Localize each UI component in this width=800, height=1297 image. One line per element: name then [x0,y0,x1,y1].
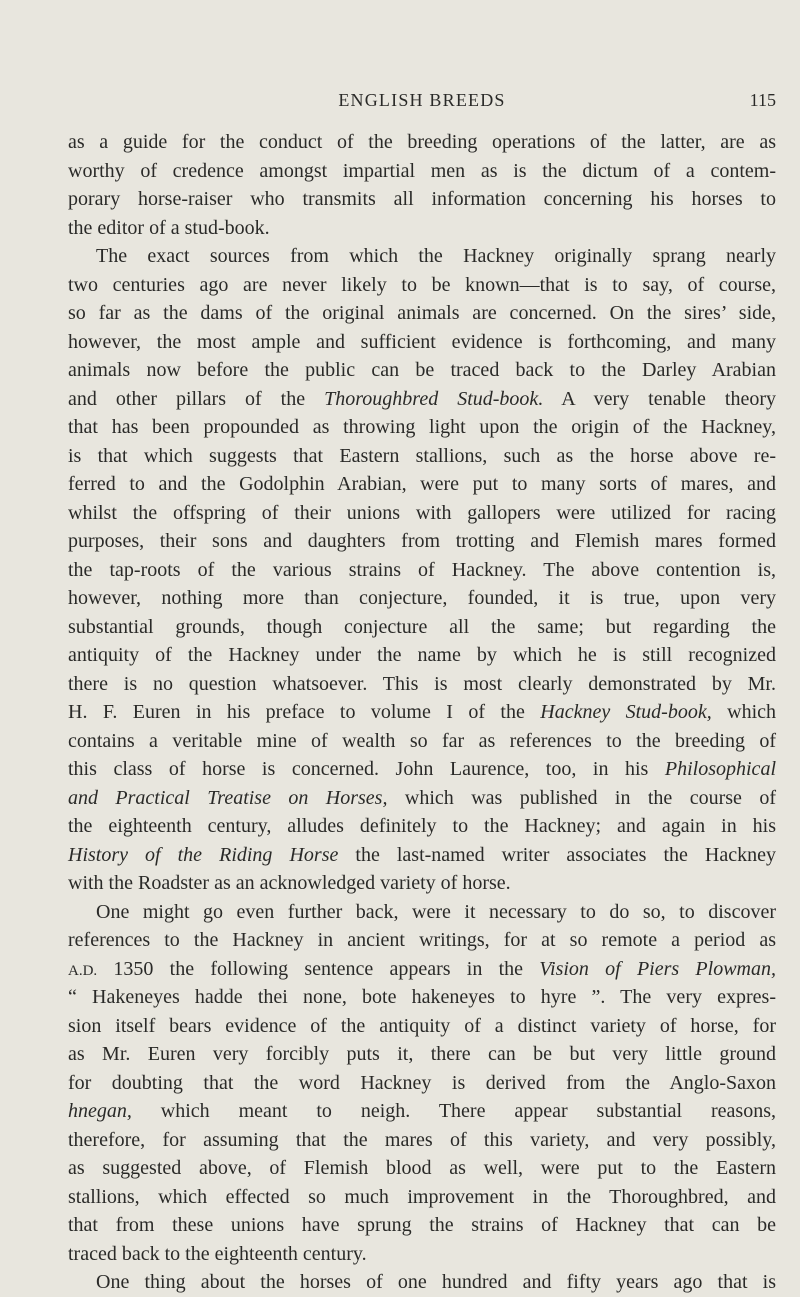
text-line: as suggested above, of Flemish blood as well, were put to the Eastern [68,1157,776,1179]
text-line: is that which suggests that Eastern stallions, such as the horse above re- [68,444,776,467]
text-line: History of the Riding Horse the last-named writer associates the Hackney [68,843,776,866]
text-line: substantial grounds, though conjecture all the same; but regarding the [68,615,776,638]
text-line: ferred to and the Godolphin Arabian, were put to many sorts of mares, and [68,473,776,495]
text-line: antiquity of the Hackney under the name by which he is still recognized [68,644,776,666]
text-line: The exact sources from which the Hackney originally sprang nearly [96,245,776,267]
text-line: contains a veritable mine of wealth so far as references to the breeding of [68,729,776,752]
text-line: two centuries ago are never likely to be known—that is to say, of course, [68,273,776,296]
text-line: the tap-roots of the various strains of Hackney. The above contention is, [68,558,776,581]
text-line: however, nothing more than conjecture, founded, it is true, upon very [68,587,776,609]
text-line: with the Roadster as an acknowledged variety of horse. [68,872,511,894]
text-line: stallions, which effected so much improvement in the Thoroughbred, and [68,1185,776,1208]
text-line: animals now before the public can be traced back to the Darley Arabian [68,359,776,381]
text-line: traced back to the eighteenth century. [68,1242,367,1265]
text-line: references to the Hackney in ancient writings, for at so remote a period as [68,929,776,951]
text-line: A.D. 1350 the following sentence appears in the Vision of Piers Plowman, [68,957,776,980]
text-line: H. F. Euren in his preface to volume I of the Hackney Stud-book, which [68,701,777,723]
running-title: ENGLISH BREEDS [338,90,506,110]
text-line: as a guide for the conduct of the breeding operations of the latter, are as [68,131,776,153]
text-line: for doubting that the word Hackney is derived from the Anglo-Saxon [68,1071,776,1094]
text-line: that from these unions have sprung the strains of Hackney that can be [68,1214,776,1236]
text-line: however, the most ample and sufficient evidence is forthcoming, and many [68,330,776,353]
text-line: hnegan, which meant to neigh. There appear substantial reasons, [68,1100,776,1122]
page-number: 115 [749,90,776,110]
text-line: the eighteenth century, alludes definitely to the Hackney; and again in his [68,815,776,837]
text-line: worthy of credence amongst impartial men as is the dictum of a contem- [68,159,776,182]
text-line: and other pillars of the Thoroughbred Stud-book. A very tenable theory [68,387,776,410]
text-line: as Mr. Euren very forcibly puts it, there can be but very little ground [68,1043,776,1065]
text-line: so far as the dams of the original animals are concerned. On the sires’ side, [68,302,776,324]
text-line: and Practical Treatise on Horses, which was published in the course of [68,786,776,809]
running-head [68,90,776,114]
text-line: therefore, for assuming that the mares of this variety, and very possibly, [68,1128,776,1151]
text-line: whilst the offspring of their unions with gallopers were utilized for racing [68,501,776,524]
text-line: “ Hakeneyes hadde thei none, bote hakeneyes to hyre ”. The very expres- [68,986,776,1008]
text-line: that has been propounded as throwing light upon the origin of the Hackney, [68,416,776,438]
text-line: sion itself bears evidence of the antiquity of a distinct variety of horse, for [68,1014,776,1037]
text-line: the editor of a stud-book. [68,216,270,239]
text-line: porary horse-raiser who transmits all information concerning his horses to [68,188,776,210]
text-line: purposes, their sons and daughters from trotting and Flemish mares formed [68,530,776,552]
text-line: there is no question whatsoever. This is most clearly demonstrated by Mr. [68,672,776,695]
text-line: One might go even further back, were it necessary to do so, to discover [96,900,776,923]
body-text [68,128,776,1297]
text-line: One thing about the horses of one hundred and fifty years ago that is [96,1271,776,1293]
text-line: this class of horse is concerned. John Laurence, too, in his Philosophical [68,758,776,780]
